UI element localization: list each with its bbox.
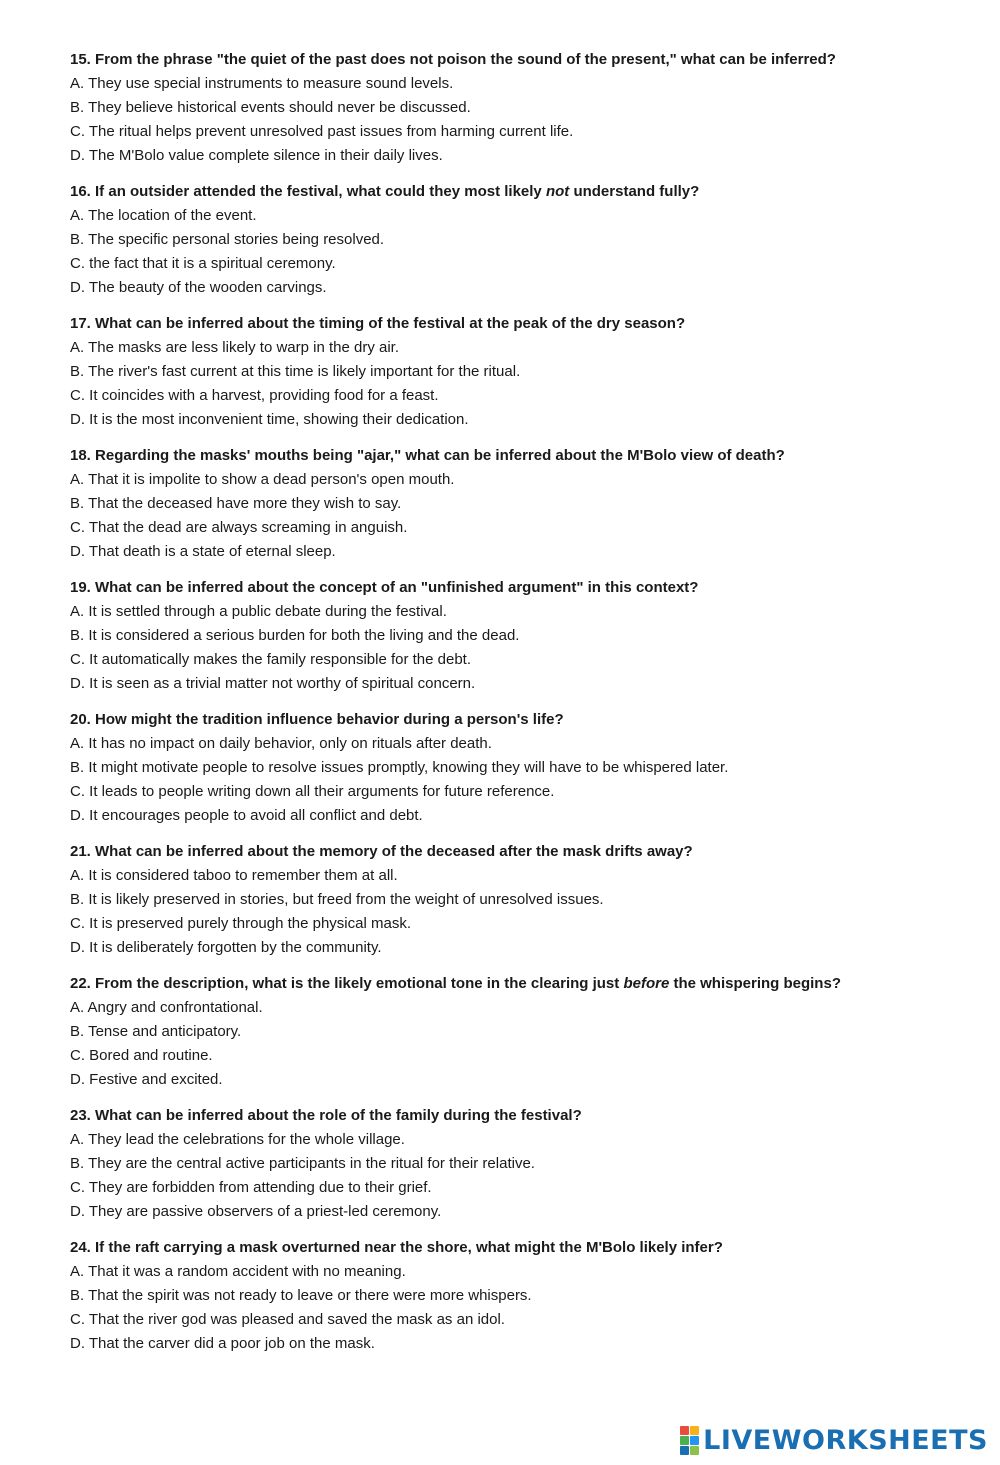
logo-grid-icon (680, 1426, 699, 1455)
answer-option: D. Festive and excited. (70, 1071, 223, 1088)
logo-square (690, 1426, 699, 1435)
answer-option: C. They are forbidden from attending due to their grief. (70, 1179, 432, 1196)
logo-square (690, 1436, 699, 1445)
answer-option: C. It coincides with a harvest, providing food for a feast. (70, 387, 439, 404)
answer-option: C. That the dead are always screaming in anguish. (70, 519, 408, 536)
liveworksheets-logo (680, 1423, 988, 1457)
answer-option: C. It automatically makes the family responsible for the debt. (70, 651, 472, 668)
answer-option: B. That the deceased have more they wish to say. (70, 495, 402, 512)
answer-option: C. It is preserved purely through the physical mask. (70, 915, 411, 932)
question-title-text: 19. What can be inferred about the concept of an "unfinished argument" in this context? (70, 579, 699, 596)
answer-option: D. That the carver did a poor job on the mask. (70, 1335, 375, 1352)
question-title (70, 972, 970, 996)
question-block (70, 1104, 970, 1224)
answer-option: A. The masks are less likely to warp in the dry air. (70, 339, 400, 356)
question-title-text: 16. If an outsider attended the festival, what could they most likely (70, 183, 546, 200)
answer-option: D. They are passive observers of a priest-led ceremony. (70, 1203, 442, 1220)
answer-option: A. It has no impact on daily behavior, only on rituals after death. (70, 735, 492, 752)
question-title-text: 18. Regarding the masks' mouths being "ajar," what can be inferred about the M'Bolo view of death? (70, 447, 785, 464)
answer-option: A. That it is impolite to show a dead person's open mouth. (70, 471, 455, 488)
question-block (70, 180, 970, 300)
answer-option: B. Tense and anticipatory. (70, 1023, 242, 1040)
question-title (70, 312, 970, 336)
answer-option: B. It is likely preserved in stories, but freed from the weight of unresolved issues. (70, 891, 604, 908)
question-block (70, 840, 970, 960)
answer-option: A. They lead the celebrations for the whole village. (70, 1131, 405, 1148)
question-title (70, 576, 970, 600)
question-title-emphasis: not (545, 183, 570, 200)
answer-option: B. That the spirit was not ready to leave or there were more whispers. (70, 1287, 532, 1304)
question-block (70, 444, 970, 564)
question-title (70, 180, 970, 204)
answer-option: C. The ritual helps prevent unresolved past issues from harming current life. (70, 123, 574, 140)
answer-option: D. It is the most inconvenient time, showing their dedication. (70, 411, 469, 428)
answer-option: B. It is considered a serious burden for both the living and the dead. (70, 627, 520, 644)
answer-option: D. That death is a state of eternal sleep. (70, 543, 336, 560)
logo-square (690, 1446, 699, 1455)
answer-option: A. That it was a random accident with no meaning. (70, 1263, 406, 1280)
question-title-text: 21. What can be inferred about the memory of the deceased after the mask drifts away? (70, 843, 693, 860)
answer-option: D. The beauty of the wooden carvings. (70, 279, 327, 296)
question-title (70, 1104, 970, 1128)
question-title (70, 708, 970, 732)
answer-option: A. It is considered taboo to remember them at all. (70, 867, 398, 884)
logo-square (680, 1446, 689, 1455)
answer-option: B. The specific personal stories being resolved. (70, 231, 385, 248)
question-block (70, 708, 970, 828)
question-block (70, 1236, 970, 1356)
question-block (70, 972, 970, 1092)
question-title-text: 22. From the description, what is the likely emotional tone in the clearing just (70, 975, 624, 992)
question-block (70, 312, 970, 432)
question-title-emphasis: before (623, 975, 670, 992)
question-title-text: 20. How might the tradition influence behavior during a person's life? (70, 711, 564, 728)
answer-option: B. It might motivate people to resolve issues promptly, knowing they will have to be whispered later. (70, 759, 729, 776)
answer-option: C. It leads to people writing down all their arguments for future reference. (70, 783, 555, 800)
logo-text: LIVEWORKSHEETS (703, 1424, 988, 1456)
question-title-text: the whispering begins? (669, 975, 841, 992)
question-title-text: 17. What can be inferred about the timing of the festival at the peak of the dry season? (70, 315, 686, 332)
question-title-text: 15. From the phrase "the quiet of the past does not poison the sound of the present," what can be inferred? (70, 51, 836, 68)
answer-option: A. Angry and confrontational. (70, 999, 263, 1016)
answer-option: C. the fact that it is a spiritual ceremony. (70, 255, 336, 272)
answer-option: B. They believe historical events should never be discussed. (70, 99, 471, 116)
answer-option: A. It is settled through a public debate during the festival. (70, 603, 447, 620)
question-title-text: 24. If the raft carrying a mask overturned near the shore, what might the M'Bolo likely infer? (70, 1239, 723, 1256)
worksheet (70, 48, 970, 1368)
answer-option: B. They are the central active participants in the ritual for their relative. (70, 1155, 535, 1172)
question-block (70, 576, 970, 696)
logo-square (680, 1436, 689, 1445)
question-title (70, 444, 970, 468)
logo-square (680, 1426, 689, 1435)
question-title (70, 48, 970, 72)
question-title (70, 840, 970, 864)
question-title-text: understand fully? (569, 183, 700, 200)
question-title (70, 1236, 970, 1260)
answer-option: C. Bored and routine. (70, 1047, 213, 1064)
question-title-text: 23. What can be inferred about the role of the family during the festival? (70, 1107, 582, 1124)
question-block (70, 48, 970, 168)
answer-option: A. They use special instruments to measure sound levels. (70, 75, 454, 92)
answer-option: D. It is seen as a trivial matter not worthy of spiritual concern. (70, 675, 476, 692)
answer-option: A. The location of the event. (70, 207, 257, 224)
answer-option: D. The M'Bolo value complete silence in their daily lives. (70, 147, 443, 164)
answer-option: D. It is deliberately forgotten by the community. (70, 939, 382, 956)
answer-option: C. That the river god was pleased and saved the mask as an idol. (70, 1311, 505, 1328)
answer-option: D. It encourages people to avoid all conflict and debt. (70, 807, 423, 824)
answer-option: B. The river's fast current at this time is likely important for the ritual. (70, 363, 521, 380)
